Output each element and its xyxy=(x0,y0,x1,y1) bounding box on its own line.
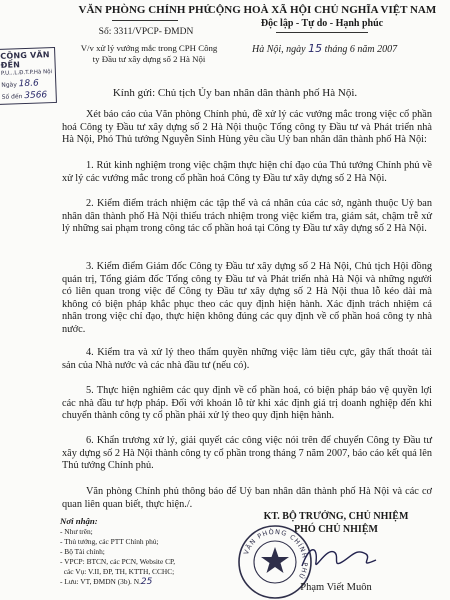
document-date: Hà Nội, ngày 15 tháng 6 năm 2007 xyxy=(252,42,398,55)
arrival-stamp xyxy=(0,47,57,105)
document-subject xyxy=(64,43,234,65)
recipient-count-handwritten: 25 xyxy=(140,576,153,587)
recipients-title: Nơi nhận: xyxy=(60,516,98,526)
item-4: 4. Kiểm tra và xử lý theo thẩm quyền những việc làm tiêu cực, gây thất thoát tài sản của Nhà nước và các nhà đầu tư (nếu có). xyxy=(62,347,432,371)
signature-stroke xyxy=(302,550,376,566)
date-day-handwritten: 15 xyxy=(308,42,323,55)
seal-star-icon xyxy=(261,547,289,573)
item-5: 5. Thực hiện nghiêm các quy định về cổ phần hoá, có biện pháp bảo vệ quyền lợi các nhà đầu tư hợp pháp. Đối với khoản lỗ từ khi xác định giá trị doanh nghiệp đến khi chuyển thành công ty cổ phần phải xử lý theo quy định hiện hành. xyxy=(62,385,432,422)
subject-line-2: ty Đầu tư xây dựng số 2 Hà Nội xyxy=(92,54,206,64)
recipient-line: - Như trên; xyxy=(60,527,93,536)
item-2: 2. Kiểm điểm trách nhiệm các tập thể và cá nhân của các sở, ngành thuộc Uỷ ban nhân dân thành phố Hà Nội thiếu trách nhiệm trong việc kiểm tra, giám sát, chậm trễ xử lý những sai phạm trong công tác cổ phần hoá tại Công ty Đầu tư xây dựng số 2 Hà Nội. xyxy=(62,198,432,235)
signature-title: KT. BỘ TRƯỞNG, CHỦ NHIỆM xyxy=(263,511,409,522)
closing-paragraph: Văn phòng Chính phủ thông báo để Uỷ ban nhân dân thành phố Hà Nội và các cơ quan liên quan biết, thực hiện./. xyxy=(62,486,432,510)
item-1: 1. Rút kinh nghiệm trong việc chậm thực hiện chỉ đạo của Thủ tướng Chính phủ về xử lý các vướng mắc trong cổ phần hoá Công ty Đầu tư xây dựng số 2 Hà Nội. xyxy=(62,160,432,184)
motto-underline xyxy=(276,32,368,33)
item-3: 3. Kiểm điểm Giám đốc Công ty Đầu tư xây dựng số 2 Hà Nội, Chủ tịch Hội đồng quản trị, Tổng giám đốc Tổng công ty Đầu tư và Phát triển nhà Hà Nội và những người có liên quan trong việc để Công ty Đầu tư xây dựng số 2 Hà Nội thua lỗ kéo dài mà không có biện pháp khắc phục theo các quy định hiện hành. Xác định trách nhiệm cá nhân trong việc chỉ đạo, thực hiện không đúng các quy định về cổ phần hoá công ty nhà nước. xyxy=(62,261,432,335)
stamp-title: CÔNG VĂN ĐẾN xyxy=(0,50,50,70)
recipient-line: - Lưu: VT, ĐMDN (3b). N.25 xyxy=(60,576,153,587)
handwritten-signature xyxy=(296,538,382,578)
signer-name: Phạm Viết Muôn xyxy=(300,582,372,593)
salutation: Kính gửi: Chủ tịch Ủy ban nhân dân thành phố Hà Nội. xyxy=(112,87,358,99)
agency-name: VĂN PHÒNG CHÍNH PHỦ xyxy=(78,4,212,16)
national-motto: Độc lập - Tự do - Hạnh phúc xyxy=(260,18,384,29)
recipient-line: - VPCP: BTCN, các PCN, Website CP, xyxy=(60,556,176,566)
recipient-line: - Bộ Tài chính; xyxy=(60,546,105,556)
item-6: 6. Khẩn trương xử lý, giải quyết các công việc nói trên để chuyển Công ty Đầu tư xây dựng số 2 Hà Nội thành công ty cổ phần trong tháng 7 năm 2007, báo cáo kết quả lên Thủ tướng Chính phủ. xyxy=(62,435,432,472)
stamp-org: P.U...L.Đ.T.P.Hà Nội xyxy=(0,69,53,77)
signature-subtitle: PHÓ CHỦ NHIỆM xyxy=(294,524,378,535)
country-name: CỘNG HOÀ XÃ HỘI CHỦ NGHĨA VIỆT NAM xyxy=(207,4,437,16)
stamp-number-value: 3566 xyxy=(24,90,48,102)
stamp-date-value: 18.6 xyxy=(18,78,39,90)
recipient-line: các Vụ: V.II, ĐP, TH, KTTH, CCHC; xyxy=(60,566,175,576)
recipient-line: - Thủ tướng, các PTT Chính phủ; xyxy=(60,536,159,546)
recipients-block xyxy=(60,516,230,587)
agency-underline xyxy=(112,20,178,21)
seal-text: VĂN PHÒNG CHÍNH PHỦ xyxy=(242,527,310,581)
stamp-date-label: Ngày xyxy=(1,81,17,89)
stamp-number-label: Số đến xyxy=(1,93,23,101)
intro-paragraph: Xét báo cáo của Văn phòng Chính phủ, đề xử lý các vướng mắc trong việc cổ phần hoá Công ty Đầu tư xây dựng số 2 Hà Nội thuộc Tổng công ty Đầu tư và Phát triển nhà Hà Nội, Phó Thủ tướng Nguyễn Sinh Hùng yêu cầu Uỷ ban nhân dân thành phố Hà Nội: xyxy=(62,109,432,146)
document-number: Số: 3311/VPCP- ĐMDN xyxy=(98,27,194,37)
subject-line-1: V/v xử lý vướng mắc trong CPH Công xyxy=(80,43,218,53)
